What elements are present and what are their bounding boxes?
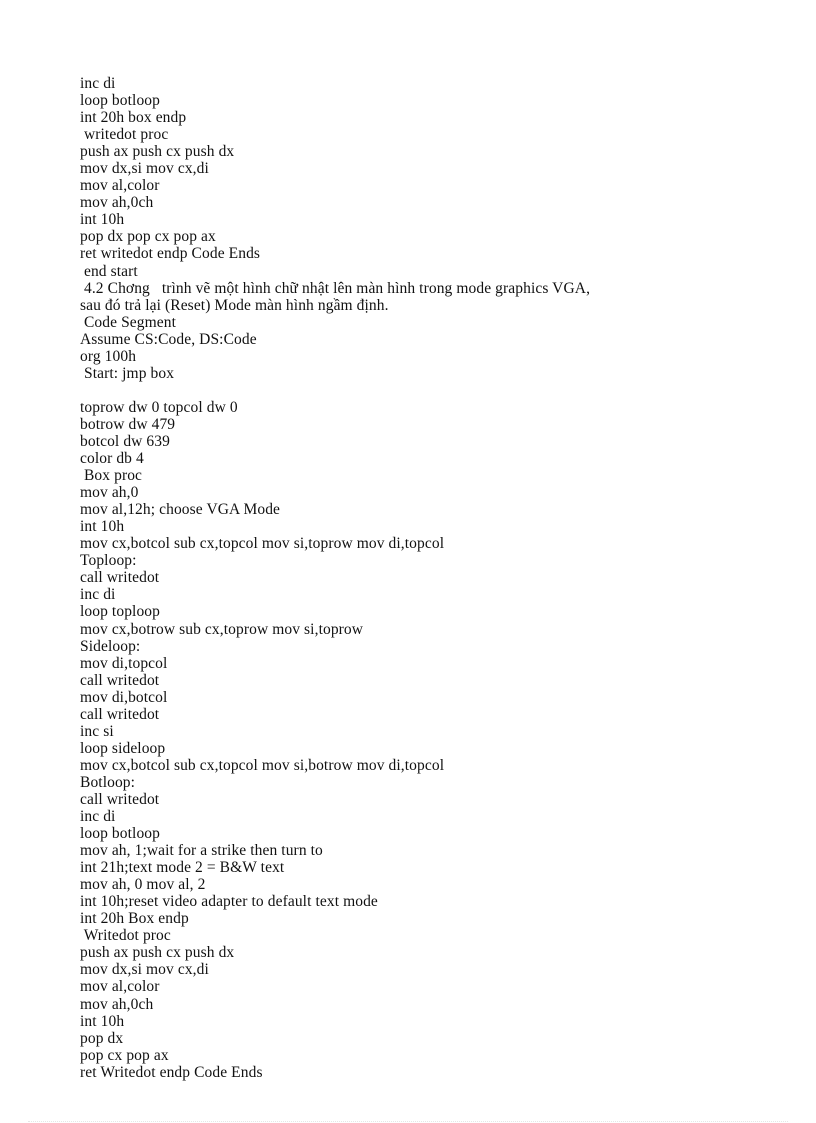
text-line: int 10h: [80, 211, 125, 229]
text-line: push ax push cx push dx: [80, 944, 235, 962]
text-line: call writedot: [80, 569, 160, 587]
text-line: int 10h: [80, 518, 125, 536]
text-line: ret Writedot endp Code Ends: [80, 1063, 263, 1081]
text-line: loop toploop: [80, 603, 160, 621]
text-line: mov al,12h; choose VGA Mode: [80, 501, 281, 519]
text-line: pop dx: [80, 1029, 124, 1047]
text-line: int 21h;text mode 2 = B&W text: [80, 859, 285, 877]
text-line: mov dx,si mov cx,di: [80, 961, 209, 979]
text-line: writedot proc: [80, 126, 169, 144]
text-line: mov ah, 1;wait for a strike then turn to: [80, 842, 323, 860]
text-line: call writedot: [80, 790, 160, 808]
text-line: pop dx pop cx pop ax: [80, 228, 216, 246]
section-heading-continuation: sau đó trả lại (Reset) Mode màn hình ngầm định.: [80, 296, 389, 314]
text-line: mov di,botcol: [80, 688, 168, 706]
text-line: inc di: [80, 808, 116, 826]
text-line: mov cx,botcol sub cx,topcol mov si,toprow mov di,topcol: [80, 535, 445, 553]
section-heading: 4.2 Chơng trình vẽ một hình chữ nhật lên màn hình trong mode graphics VGA,: [80, 279, 591, 297]
text-line: org 100h: [80, 347, 137, 365]
text-line: pop cx pop ax: [80, 1046, 169, 1064]
text-line: loop botloop: [80, 92, 160, 110]
text-line: Botloop:: [80, 773, 136, 791]
text-line: toprow dw 0 topcol dw 0: [80, 398, 238, 416]
text-line: botrow dw 479: [80, 415, 176, 433]
text-line: push ax push cx push dx: [80, 143, 235, 161]
text-line: Start: jmp box: [80, 364, 175, 382]
text-line: mov dx,si mov cx,di: [80, 160, 209, 178]
text-line: call writedot: [80, 671, 160, 689]
text-line: mov di,topcol: [80, 654, 168, 672]
text-line: inc di: [80, 586, 116, 604]
text-line: botcol dw 639: [80, 432, 170, 450]
text-line: int 20h Box endp: [80, 910, 189, 928]
text-line: int 10h;reset video adapter to default text mode: [80, 893, 378, 911]
text-line: int 20h box endp: [80, 109, 187, 127]
text-line: Writedot proc: [80, 927, 171, 945]
text-line: loop botloop: [80, 825, 160, 843]
text-line: Sideloop:: [80, 637, 141, 655]
text-line: end start: [80, 262, 138, 280]
text-line: int 10h: [80, 1012, 125, 1030]
blank-line: [80, 382, 780, 399]
text-line: inc si: [80, 722, 114, 740]
text-line: Code Segment: [80, 313, 177, 331]
text-line: color db 4: [80, 450, 144, 468]
text-line: mov al,color: [80, 978, 160, 996]
text-line: mov ah, 0 mov al, 2: [80, 876, 206, 894]
text-line: call writedot: [80, 705, 160, 723]
text-line: ret writedot endp Code Ends: [80, 245, 261, 263]
text-line: loop sideloop: [80, 739, 166, 757]
text-line: Toploop:: [80, 552, 137, 570]
assembly-listing: [80, 75, 780, 1081]
text-line: mov ah,0ch: [80, 194, 154, 212]
text-line: mov cx,botcol sub cx,topcol mov si,botrow mov di,topcol: [80, 756, 445, 774]
text-line: Assume CS:Code, DS:Code: [80, 330, 257, 348]
page-bottom-divider: [28, 1121, 788, 1122]
text-line: mov al,color: [80, 177, 160, 195]
text-line: mov ah,0ch: [80, 995, 154, 1013]
text-line: inc di: [80, 75, 116, 92]
text-line: mov ah,0: [80, 484, 139, 502]
text-line: mov cx,botrow sub cx,toprow mov si,toprow: [80, 620, 364, 638]
text-line: Box proc: [80, 467, 143, 485]
